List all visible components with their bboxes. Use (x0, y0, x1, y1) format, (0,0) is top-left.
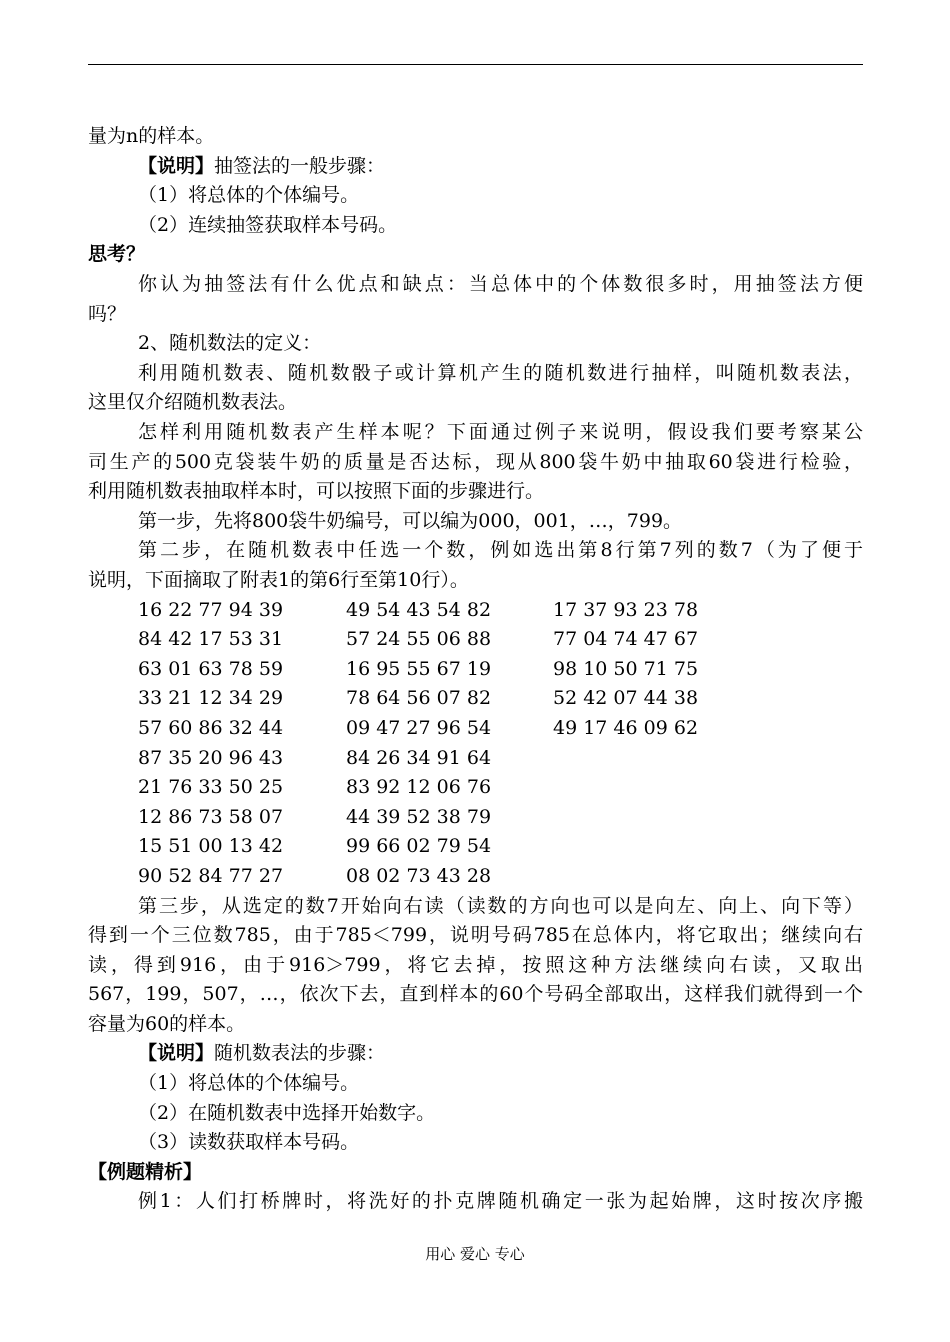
random-table-row: 98 10 50 71 75 (553, 657, 699, 680)
random-table-row: 44 39 52 38 79 (346, 805, 492, 828)
step-line: （3）读数获取样本号码。 (138, 1131, 360, 1154)
random-table-row: 90 52 84 77 27 (138, 864, 284, 887)
note-label: 【说明】 (138, 1042, 215, 1065)
paragraph-line: 567，199，507，…，依次下去，直到样本的60个号码全部取出，这样我们就得到一个 (88, 983, 863, 1006)
random-table-row: 49 54 43 54 82 (346, 598, 492, 621)
paragraph-line: 得到一个三位数785，由于785＜799，说明号码785在总体内，将它取出；继续向右 (88, 924, 863, 947)
paragraph-line: 第三步，从选定的数7开始向右读（读数的方向也可以是向左、向上、向下等） (138, 894, 863, 917)
note-text: 随机数表法的步骤： (214, 1042, 386, 1065)
paragraph-line: 量为n的样本。 (88, 125, 215, 147)
random-table-row: 57 60 86 32 44 (138, 716, 284, 739)
paragraph-line: 第一步，先将800袋牛奶编号，可以编为000，001，…，799。 (138, 509, 683, 532)
random-table-row: 77 04 74 47 67 (553, 628, 699, 651)
paragraph-line: 司生产的500克袋装牛奶的质量是否达标，现从800袋牛奶中抽取60袋进行检验， (88, 450, 863, 473)
section-heading-examples: 【例题精析】 (88, 1160, 203, 1183)
random-table-row: 12 86 73 58 07 (138, 805, 284, 828)
document-body (88, 122, 863, 1217)
step-line: （2）在随机数表中选择开始数字。 (138, 1101, 436, 1124)
paragraph-line: 你认为抽签法有什么优点和缺点：当总体中的个体数很多时，用抽签法方便 (138, 272, 863, 295)
random-table-row: 17 37 93 23 78 (553, 598, 699, 621)
note-heading-line (88, 152, 863, 182)
random-table-row: 16 95 55 67 19 (346, 657, 492, 680)
random-table-row: 87 35 20 96 43 (138, 746, 284, 769)
random-table-row: 21 76 33 50 25 (138, 776, 284, 799)
note-text: 抽签法的一般步骤： (214, 154, 386, 177)
random-table-row: 08 02 73 43 28 (346, 864, 492, 887)
header-rule (88, 64, 863, 65)
section-heading-think: 思考？ (88, 243, 146, 266)
paragraph-line: 说明，下面摘取了附表1的第6行至第10行）。 (88, 568, 469, 591)
random-table-row: 84 26 34 91 64 (346, 746, 492, 769)
paragraph-line: 读，得到916，由于916＞799，将它去掉，按照这种方法继续向右读，又取出 (88, 953, 863, 976)
random-table-row: 83 92 12 06 76 (346, 776, 492, 799)
step-line: （1）将总体的个体编号。 (138, 1072, 360, 1095)
paragraph-line: 利用随机数表、随机数骰子或计算机产生的随机数进行抽样，叫随机数表法， (138, 361, 863, 384)
random-table-row: 33 21 12 34 29 (138, 687, 284, 710)
paragraph-line: 容量为60的样本。 (88, 1012, 246, 1035)
step-line: （2）连续抽签获取样本号码。 (138, 213, 398, 236)
random-table-row: 49 17 46 09 62 (553, 716, 699, 739)
paragraph-line: 例1：人们打桥牌时，将洗好的扑克牌随机确定一张为起始牌，这时按次序搬 (138, 1190, 863, 1213)
paragraph-line: 怎样利用随机数表产生样本呢？下面通过例子来说明，假设我们要考察某公 (138, 420, 863, 443)
note-label: 【说明】 (138, 154, 215, 177)
random-table-row: 84 42 17 53 31 (138, 628, 284, 651)
random-table-row: 57 24 55 06 88 (346, 628, 492, 651)
paragraph-line: 第二步，在随机数表中任选一个数，例如选出第8行第7列的数7（为了便于 (138, 539, 863, 562)
page-footer: 用心 爱心 专心 (425, 1245, 525, 1263)
random-number-table (88, 596, 863, 892)
random-table-row: 52 42 07 44 38 (553, 687, 699, 710)
random-table-row: 99 66 02 79 54 (346, 835, 492, 858)
paragraph-line: 吗？ (88, 302, 127, 325)
random-table-row: 15 51 00 13 42 (138, 835, 284, 858)
random-table-row: 78 64 56 07 82 (346, 687, 492, 710)
paragraph-line: 这里仅介绍随机数表法。 (88, 391, 298, 414)
paragraph-line: 利用随机数表抽取样本时，可以按照下面的步骤进行。 (88, 480, 545, 503)
random-table-row: 16 22 77 94 39 (138, 598, 284, 621)
random-table-row: 63 01 63 78 59 (138, 657, 284, 680)
definition-heading: 2、随机数法的定义： (138, 332, 322, 355)
random-table-row: 09 47 27 96 54 (346, 716, 492, 739)
note-heading-line (88, 1039, 863, 1069)
step-line: （1）将总体的个体编号。 (138, 184, 360, 207)
